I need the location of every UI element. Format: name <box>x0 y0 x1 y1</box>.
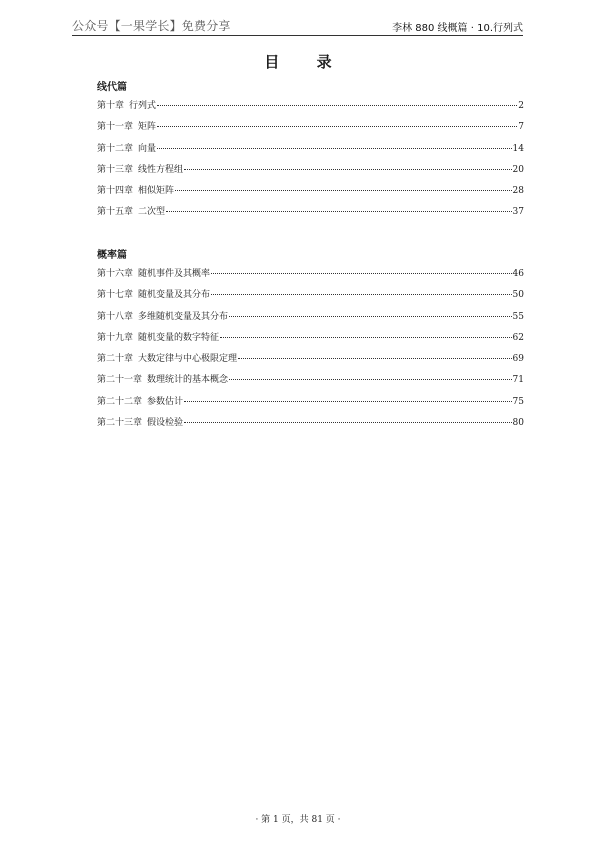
toc-chapter-number: 第十八章 <box>97 311 134 322</box>
toc-chapter-number: 第十九章 <box>97 332 134 343</box>
toc-entry[interactable] <box>97 328 524 349</box>
toc-page-number: 20 <box>512 164 524 175</box>
toc-list <box>97 96 524 224</box>
toc-entry-label <box>97 202 165 223</box>
toc-entry-label <box>97 96 156 117</box>
section-heading: 概率篇 <box>97 250 127 261</box>
toc-page-number: 7 <box>518 122 524 133</box>
dot-leader <box>229 379 512 380</box>
dot-leader <box>184 169 512 170</box>
toc-entry-label <box>97 392 183 413</box>
toc-entry[interactable] <box>97 413 524 434</box>
toc-chapter-number: 第十一章 <box>97 122 134 133</box>
dot-leader <box>184 422 512 423</box>
dot-leader <box>220 337 512 338</box>
toc-chapter-number: 第十六章 <box>97 269 134 279</box>
dot-leader <box>157 126 517 127</box>
toc-page-number: 71 <box>512 375 524 386</box>
toc-page-number: 28 <box>512 186 524 197</box>
toc-page-number: 50 <box>512 290 524 301</box>
toc-chapter-name: 数理统计的基本概念 <box>147 375 229 386</box>
toc-entry-label <box>97 307 228 328</box>
dot-leader <box>211 294 512 295</box>
toc-chapter-name: 假设检验 <box>147 418 184 429</box>
toc-entry[interactable] <box>97 349 524 370</box>
page-footer: · 第 1 页，共 81 页 · <box>255 815 341 825</box>
toc-page-number: 62 <box>512 332 524 343</box>
toc-chapter-number: 第十三章 <box>97 164 134 175</box>
toc-page-number: 46 <box>512 269 524 279</box>
toc-entry-label <box>97 181 174 202</box>
toc-chapter-name: 向量 <box>138 143 157 154</box>
toc-chapter-name: 参数估计 <box>147 396 184 407</box>
header-chapter-title: 李林 880 线概篇 · 10.行列式 <box>392 23 523 34</box>
section-heading: 线代篇 <box>97 82 127 93</box>
toc-chapter-name: 相似矩阵 <box>138 186 175 197</box>
toc-page-number: 80 <box>512 418 524 429</box>
toc-chapter-name: 随机变量及其分布 <box>138 290 211 301</box>
toc-page-number: 14 <box>512 143 524 154</box>
toc-entry[interactable] <box>97 181 524 202</box>
toc-entry[interactable] <box>97 307 524 328</box>
toc-title: 目 录 <box>264 53 348 71</box>
toc-entry[interactable] <box>97 96 524 117</box>
toc-entry-label <box>97 328 219 349</box>
dot-leader <box>166 211 512 212</box>
toc-entry-label <box>97 117 156 138</box>
toc-chapter-number: 第二十三章 <box>97 418 143 429</box>
toc-chapter-name: 大数定律与中心极限定理 <box>138 354 238 365</box>
toc-entry-label <box>97 370 228 391</box>
toc-chapter-number: 第十四章 <box>97 186 134 197</box>
toc-entry-label <box>97 349 237 370</box>
section-probability <box>97 248 524 434</box>
toc-entry[interactable] <box>97 117 524 138</box>
toc-chapter-number: 第十二章 <box>97 143 134 154</box>
toc-chapter-number: 第十章 <box>97 101 125 111</box>
toc-chapter-number: 第十五章 <box>97 207 134 218</box>
toc-entry[interactable] <box>97 202 524 223</box>
toc-entry[interactable] <box>97 264 524 285</box>
dot-leader <box>184 401 512 402</box>
dot-leader <box>211 273 512 274</box>
toc-page-number: 2 <box>518 101 524 111</box>
toc-chapter-name: 二次型 <box>138 207 166 218</box>
toc-entry[interactable] <box>97 160 524 181</box>
toc-chapter-name: 行列式 <box>129 101 157 111</box>
toc-entry[interactable] <box>97 285 524 306</box>
dot-leader <box>157 105 517 106</box>
toc-list <box>97 264 524 434</box>
toc-page-number: 69 <box>512 354 524 365</box>
dot-leader <box>157 148 512 149</box>
toc-entry-label <box>97 285 210 306</box>
toc-chapter-name: 多维随机变量及其分布 <box>138 311 229 322</box>
toc-entry[interactable] <box>97 392 524 413</box>
toc-chapter-name: 线性方程组 <box>138 164 184 175</box>
toc-entry[interactable] <box>97 139 524 160</box>
section-linear-algebra <box>97 80 524 224</box>
toc-page-number: 37 <box>512 207 524 218</box>
dot-leader <box>238 358 512 359</box>
header-source-note: 公众号【一果学长】免费分享 <box>72 19 231 33</box>
toc-chapter-name: 随机变量的数字特征 <box>138 332 220 343</box>
toc-entry-label <box>97 139 156 160</box>
dot-leader <box>229 316 512 317</box>
dot-leader <box>175 190 512 191</box>
running-header <box>72 15 523 36</box>
toc-chapter-number: 第十七章 <box>97 290 134 301</box>
toc-chapter-number: 第二十章 <box>97 354 134 365</box>
toc-page-number: 75 <box>512 396 524 407</box>
toc-chapter-number: 第二十一章 <box>97 375 143 386</box>
toc-page-number: 55 <box>512 311 524 322</box>
toc-entry-label <box>97 264 210 285</box>
toc-entry[interactable] <box>97 370 524 391</box>
toc-chapter-name: 矩阵 <box>138 122 157 133</box>
toc-entry-label <box>97 160 183 181</box>
toc-entry-label <box>97 413 183 434</box>
toc-chapter-name: 随机事件及其概率 <box>138 269 211 279</box>
toc-chapter-number: 第二十二章 <box>97 396 143 407</box>
